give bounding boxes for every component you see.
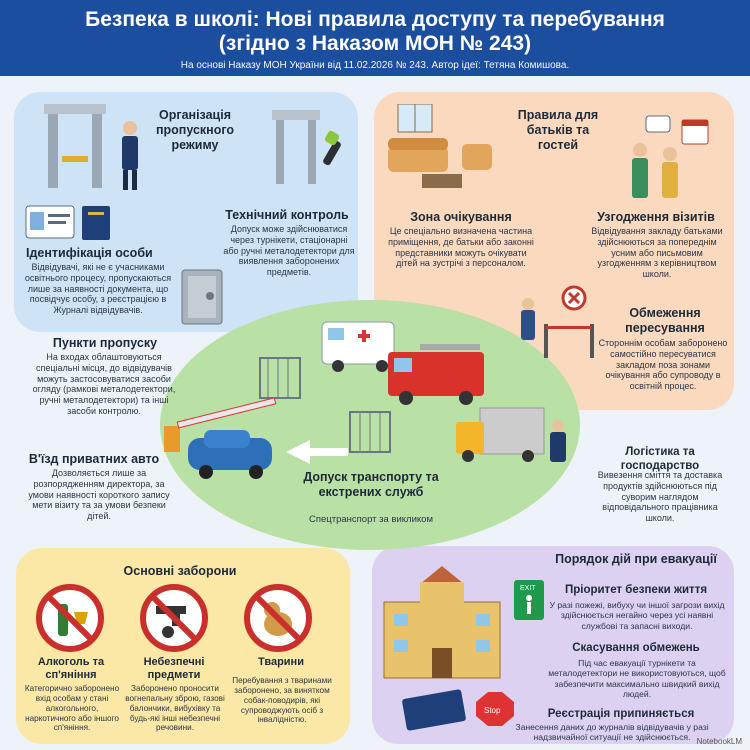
move-title: Обмеження пересування xyxy=(625,306,705,335)
transport-title: Допуск транспорту та екстрених служб xyxy=(303,470,439,499)
visit-text: Відвідування закладу батьками здійснюються за попереднім усним або письмовим узгодженням з керівництвом школи. xyxy=(591,226,723,280)
evac-p2-title: Скасування обмежень xyxy=(572,642,700,654)
no-alcohol-icon xyxy=(34,582,106,654)
move-text: Стороннім особам заборонено самостійно пересуватися закладом поза зонами очікування або супроводу в освітній процес. xyxy=(598,338,728,392)
ban-animals-text: Перебування з тваринами заборонено, за винятком собак-поводирів, які супроводжують осіб з інвалідністю. xyxy=(232,676,332,725)
detector-frame-icon xyxy=(272,108,352,190)
special-transport-label: Спецтранспорт за викликом xyxy=(309,514,433,525)
arrow-left-icon xyxy=(286,440,348,464)
evac-p1-title: Пріоритет безпеки життя xyxy=(564,584,708,596)
guard-icon xyxy=(550,420,566,462)
brand-watermark: NotebookLM xyxy=(696,737,742,746)
header xyxy=(0,0,750,76)
cars-text: Дозволяється лише за розпорядженням директора, за умови наявності короткого запису мети візиту та за умови безпеки дітей. xyxy=(28,468,170,522)
parents-title: Правила для батьків та гостей xyxy=(517,108,599,152)
no-weapons-icon xyxy=(138,582,210,654)
stop-sign-icon xyxy=(476,692,514,726)
title-line-2: (згідно з Наказом МОН № 243) xyxy=(218,32,532,55)
exit-sign-text: EXIT xyxy=(520,585,536,592)
car-icon xyxy=(188,430,272,479)
evac-title: Порядок дій при евакуації xyxy=(555,552,717,566)
logistics-title: Логістика та господарство xyxy=(620,446,700,472)
evac-p1-text: У разі пожежі, вибуху чи іншої загрози вихід здійснюється негайно через усі наявні службові та запасні виходи. xyxy=(549,600,725,631)
ban-alcohol-text: Категорично заборонено вхід особам у стані алкогольного, наркотичного або іншого сп'яніння. xyxy=(24,684,120,733)
page-title xyxy=(0,0,750,56)
id-title: Ідентифікація особи xyxy=(26,246,153,260)
evac-p3-text: Занесення даних до журналів відвідувачів у разі надзвичайної ситуації не здійснюється. xyxy=(515,722,709,743)
logistics-text: Вивезення сміття та доставка продуктів здійснюються під суворим наглядом відповідального працівника школи. xyxy=(597,470,723,524)
no-animals-icon xyxy=(242,582,314,654)
id-card-icon xyxy=(24,204,116,242)
visit-title: Узгодження візитів xyxy=(597,210,715,224)
tech-text: Допуск може здійснюватися через турнікети, стаціонарні або ручні металодетектори для виявлення заборонених предметів. xyxy=(223,224,355,278)
exit-sign-icon xyxy=(514,580,544,620)
register-book-icon xyxy=(402,689,467,731)
evac-p2-text: Під час евакуації турнікети та металодетектори не використовуються, щоб забезпечити максимально швидкий вихід людей. xyxy=(548,658,726,699)
ban-animals-title: Тварини xyxy=(258,656,304,668)
access-title: Організація пропускного режиму xyxy=(155,108,235,152)
fire-truck-icon xyxy=(388,344,484,405)
wait-title: Зона очікування xyxy=(410,210,512,224)
school-building-icon xyxy=(384,566,500,678)
wait-text: Це спеціально визначена частина приміщення, де батьки або законні представники можуть очікувати дітей на зустрічі з персоналом. xyxy=(388,226,534,269)
evac-p3-title: Реєстрація припиняється xyxy=(547,708,695,720)
ban-weapons-text: Заборонено проносити вогнепальну зброю, газові балончики, вибухівку та будь-які інші небезпечні речовини. xyxy=(125,684,225,733)
stop-sign-text: Stop xyxy=(484,706,501,715)
waiting-room-icon xyxy=(386,104,506,194)
points-text: На входах облаштовуються спеціальні місця, до відвідувачів можуть застосовуватися засоби огляду (рамкові металодетектори, ручні металодетектори) та інші засоби контролю. xyxy=(32,352,176,416)
id-text: Відвідувачі, які не є учасниками освітнього процесу, пропускаються лише за наявності документа, що посвідчує особу, з реєстрацією в Журналі відвідувачів. xyxy=(24,262,172,316)
ambulance-icon xyxy=(322,322,394,372)
cars-title: В'їзд приватних авто xyxy=(28,452,160,466)
handshake-icon xyxy=(622,114,714,206)
tech-title: Технічний контроль xyxy=(225,208,349,222)
ban-weapons-title: Небезпечні предмети xyxy=(143,656,205,682)
ban-alcohol-title: Алкоголь та сп'яніння xyxy=(37,656,105,682)
bans-title: Основні заборони xyxy=(123,564,237,578)
delivery-truck-icon xyxy=(456,408,544,462)
points-title: Пункти пропуску xyxy=(52,336,158,350)
metal-detector-gate-icon xyxy=(40,100,150,200)
title-line-1: Безпека в школі: Нові правила доступу та перебування xyxy=(85,8,665,31)
page-subtitle: На основі Наказу МОН України від 11.02.2026 № 243. Автор ідеї: Тетяна Комишова. xyxy=(180,60,570,71)
gate-icon xyxy=(260,358,390,452)
